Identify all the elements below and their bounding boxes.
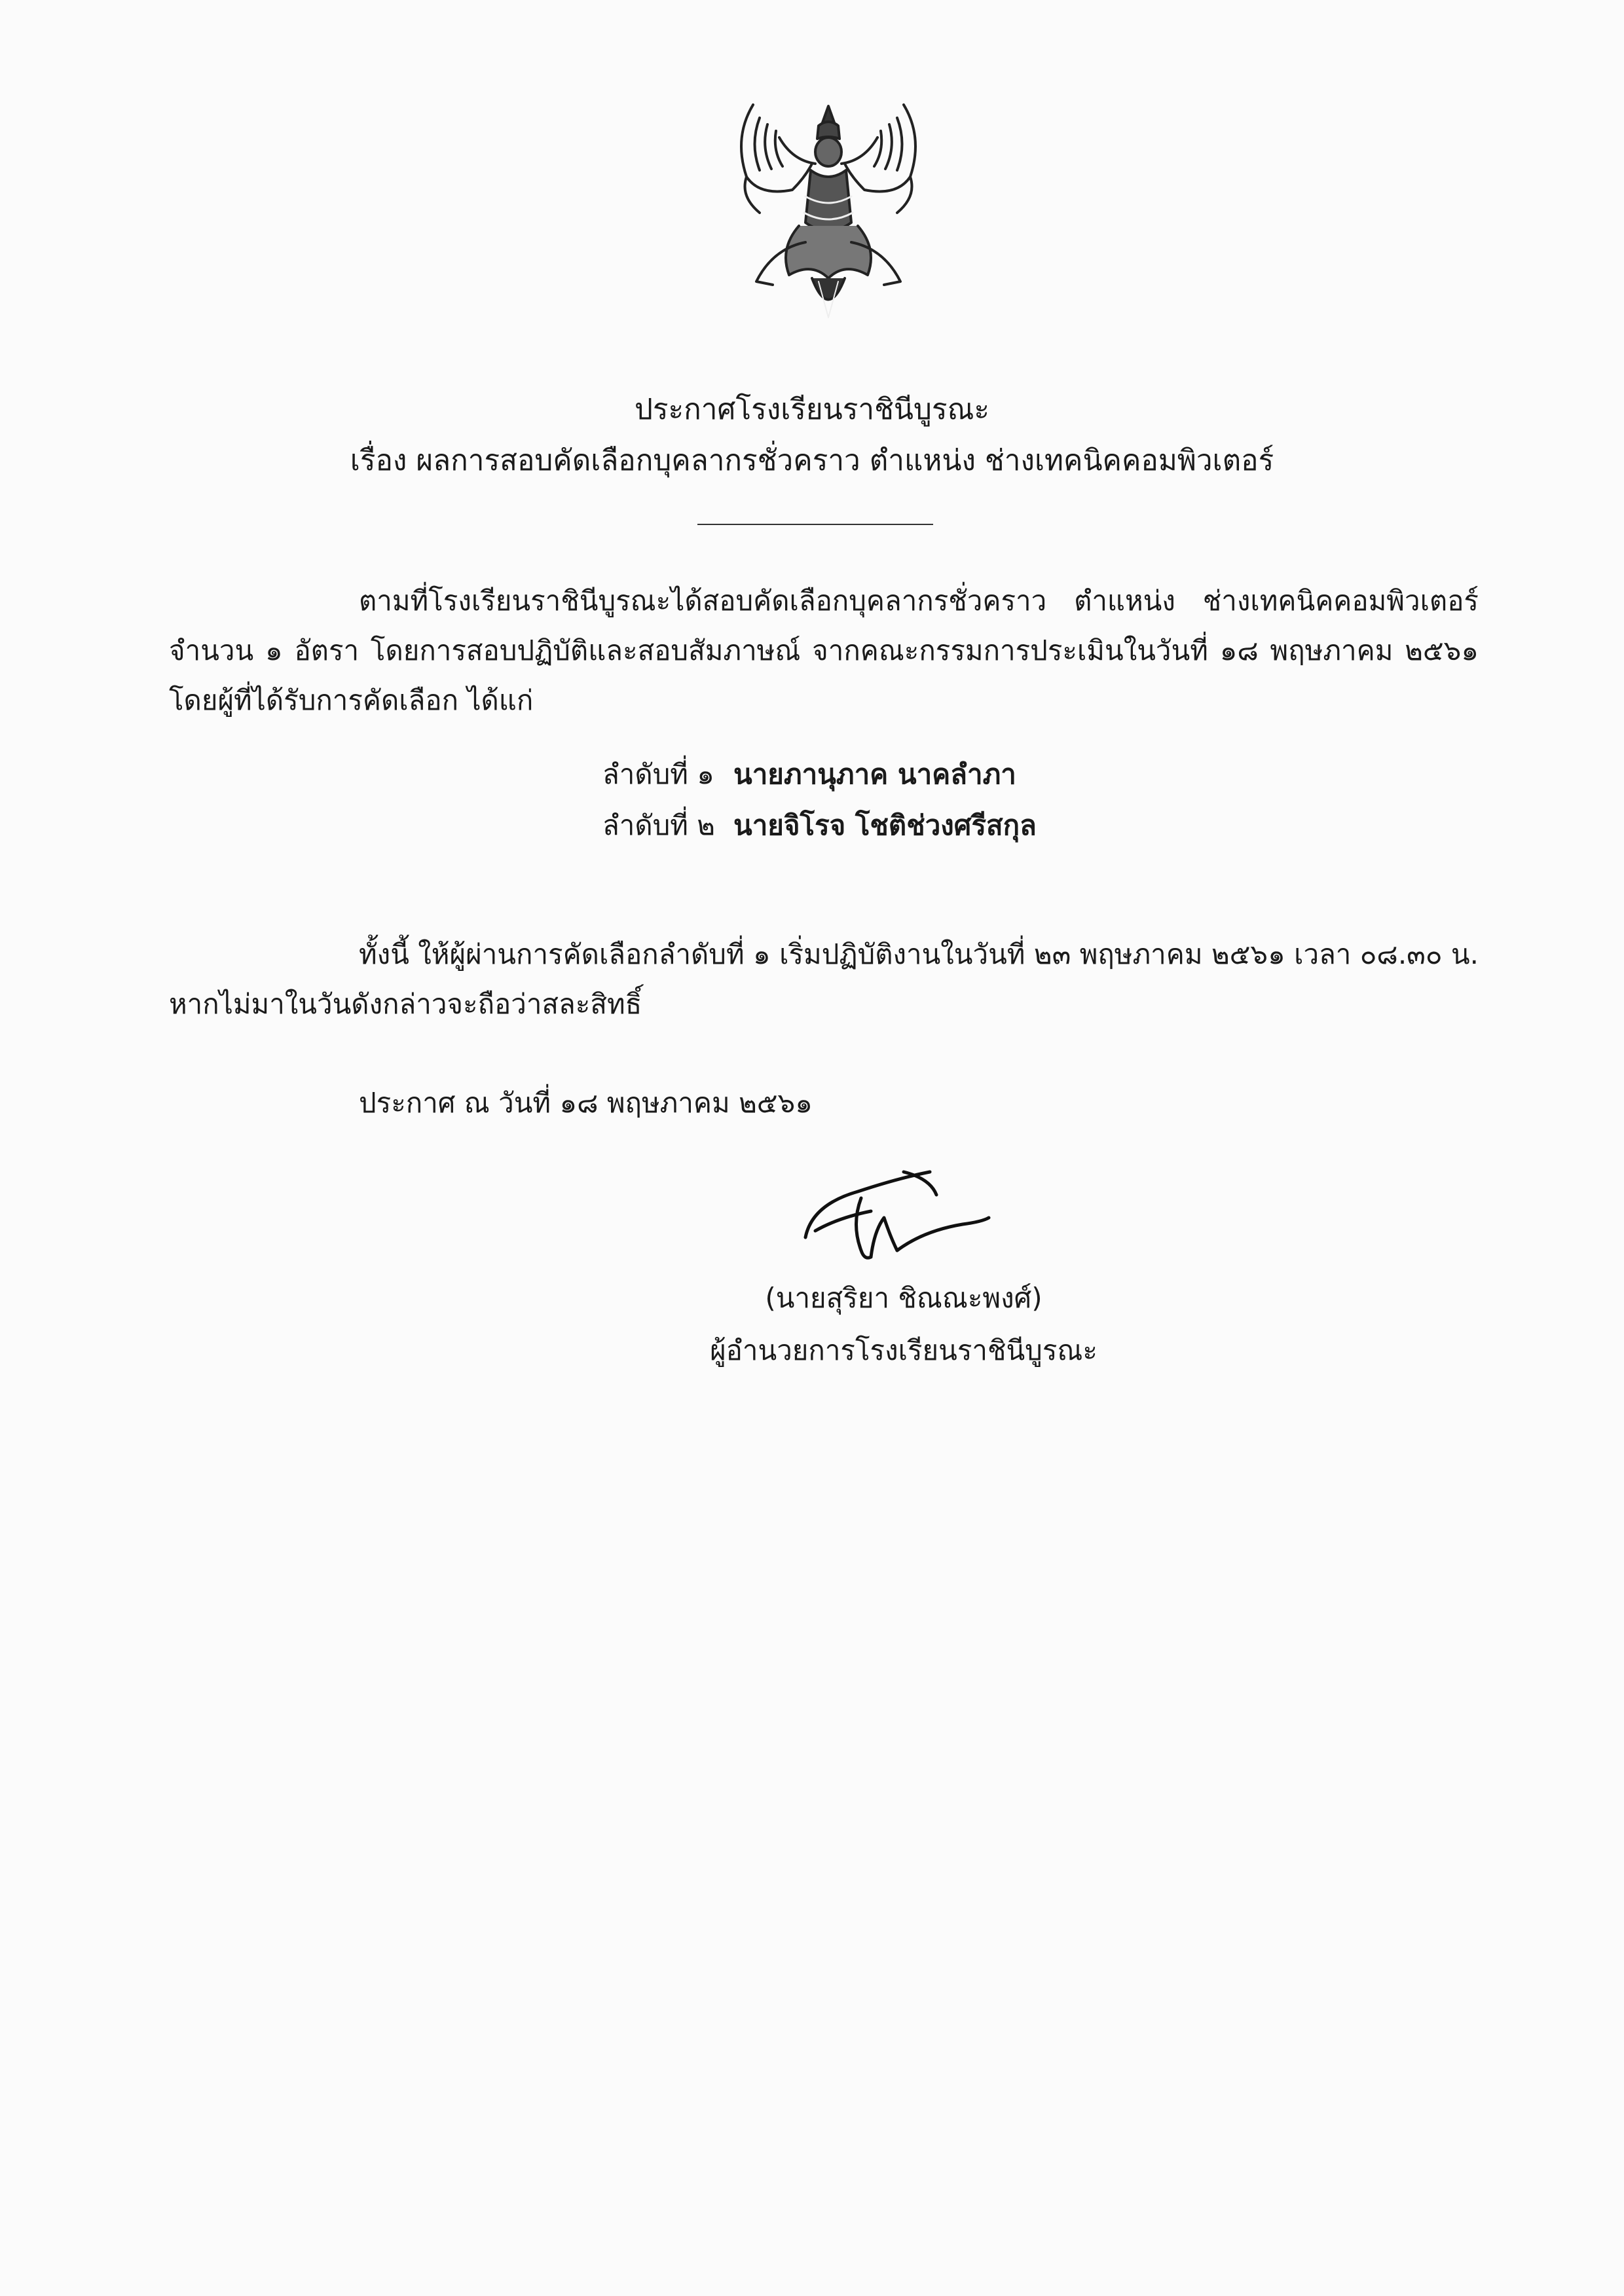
announcement-date: ประกาศ ณ วันที่ ๑๘ พฤษภาคม ๒๕๖๑ <box>359 1087 813 1119</box>
document-title: ประกาศโรงเรียนราชินีบูรณะ <box>634 393 990 426</box>
garuda-emblem-icon <box>727 98 930 327</box>
ranking-item-1 <box>602 753 1016 796</box>
ranking-name: นายจิโรจ โชติช่วงศรีสกุล <box>733 809 1037 841</box>
paragraph-1-text: ตามที่โรงเรียนราชินีบูรณะได้สอบคัดเลือกบุคลากรชั่วคราว ตำแหน่ง ช่างเทคนิคคอมพิวเตอร์ จำนวน ๑ อัตรา โดยการสอบปฏิบัติและสอบสัมภาษณ์ จากคณะกรรมการประเมินในวันที่ ๑๘ พฤษภาคม ๒๕๖๑ โดยผู้ที่ได้รับการคัดเลือก ได้แก่ <box>169 585 1479 716</box>
ranking-label: ลำดับที่ ๒ <box>602 809 715 841</box>
document-subject: เรื่อง ผลการสอบคัดเลือกบุคลากรชั่วคราว ตำแหน่ง ช่างเทคนิคคอมพิวเตอร์ <box>350 444 1274 477</box>
body-paragraph-1 <box>169 576 1479 725</box>
handwritten-signature <box>799 1159 995 1270</box>
title-divider <box>697 524 933 525</box>
signer-name: (นายสุริยา ชิณณะพงศ์) <box>765 1282 1043 1314</box>
paragraph-2-text: ทั้งนี้ ให้ผู้ผ่านการคัดเลือกลำดับที่ ๑ เริ่มปฏิบัติงานในวันที่ ๒๓ พฤษภาคม ๒๕๖๑ เวลา ๐๘.๓๐ น. หากไม่มาในวันดังกล่าวจะถือว่าสละสิทธิ์ <box>169 938 1479 1020</box>
ranking-item-2 <box>602 804 1037 847</box>
ranking-label: ลำดับที่ ๑ <box>602 758 714 790</box>
signer-position: ผู้อำนวยการโรงเรียนราชินีบูรณะ <box>710 1334 1098 1366</box>
body-paragraph-2 <box>169 930 1479 1029</box>
ranking-name: นายภานุภาค นาคลำภา <box>733 758 1016 790</box>
